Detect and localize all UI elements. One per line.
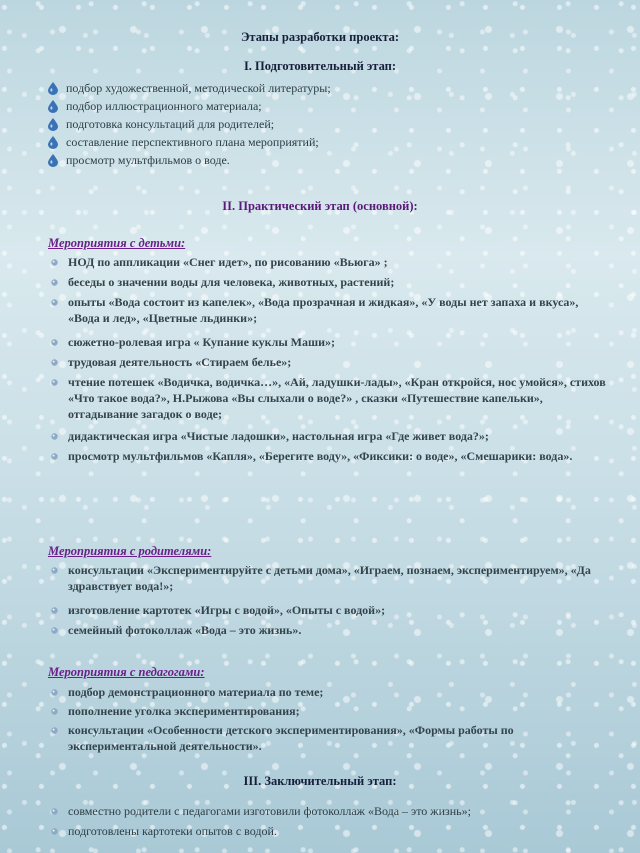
list-item-text: сюжетно-ролевая игра « Купание куклы Маши»; (68, 335, 336, 349)
bullet-dot-icon (51, 708, 58, 715)
list-item-text: НОД по аппликации «Снег идет», по рисованию «Вьюга» ; (68, 255, 388, 269)
bullet-dot-icon (51, 339, 58, 346)
bullet-dot-icon (51, 279, 58, 286)
water-drop-icon (48, 136, 58, 149)
list-item (0, 722, 640, 762)
water-drop-icon (48, 82, 58, 95)
list-item (0, 448, 640, 488)
stage3-list (0, 803, 640, 843)
list-item-text: консультации «Экспериментируйте с детьми дома», «Играем, познаем, экспериментируем», «Да здравствует вода!»; (68, 563, 591, 593)
list-item (0, 134, 640, 152)
bullet-dot-icon (51, 567, 58, 574)
list-item (0, 823, 640, 843)
list-item-text: дидактическая игра «Чистые ладошки», настольная игра «Где живет вода?»; (68, 429, 489, 443)
list-item-text: подбор демонстрационного материала по теме; (68, 685, 324, 699)
list-item (0, 116, 640, 134)
list-item (0, 602, 640, 622)
list-item-text: трудовая деятельность «Стираем белье»; (68, 355, 292, 369)
list-item (0, 334, 640, 354)
list-item (0, 428, 640, 448)
water-drop-icon (48, 118, 58, 131)
bullet-dot-icon (51, 259, 58, 266)
list-item-text: консультации «Особенности детского экспериментирования», «Формы работы по экспериментальной деятельности». (68, 723, 514, 753)
parents-activities-heading: Мероприятия с родителями: (48, 544, 212, 558)
list-item-text: семейный фотоколлаж «Вода – это жизнь». (68, 623, 302, 637)
list-item (0, 803, 640, 823)
bullet-dot-icon (51, 828, 58, 835)
list-item (0, 703, 640, 722)
bullet-dot-icon (51, 453, 58, 460)
bullet-dot-icon (51, 808, 58, 815)
bullet-dot-icon (51, 727, 58, 734)
teachers-activities-heading: Мероприятия с педагогами: (48, 665, 205, 679)
list-item (0, 684, 640, 703)
list-item (0, 98, 640, 116)
bullet-dot-icon (51, 359, 58, 366)
page-title: Этапы разработки проекта: (240, 30, 400, 44)
list-item (0, 254, 640, 274)
list-item-text: просмотр мультфильмов «Капля», «Берегите воду», «Фиксики: о воде», «Смешарики: вода». (68, 449, 573, 463)
water-drop-icon (48, 100, 58, 113)
bullet-dot-icon (51, 379, 58, 386)
bullet-dot-icon (51, 299, 58, 306)
list-item-text: составление перспективного плана мероприятий; (66, 135, 319, 149)
water-drop-icon (48, 154, 58, 167)
list-item-text: подбор художественной, методической литературы; (66, 81, 331, 95)
list-item (0, 294, 640, 334)
list-item (0, 152, 640, 170)
bullet-dot-icon (51, 627, 58, 634)
bullet-dot-icon (51, 607, 58, 614)
stage1-list (0, 80, 640, 170)
list-item-text: подготовлены картотеки опытов с водой. (68, 824, 277, 838)
list-item-text: просмотр мультфильмов о воде. (66, 153, 230, 167)
stage3-heading: III. Заключительный этап: (243, 774, 397, 788)
list-item (0, 80, 640, 98)
list-item (0, 274, 640, 294)
list-item (0, 354, 640, 374)
bullet-dot-icon (51, 689, 58, 696)
parents-activities-list (0, 562, 640, 642)
list-item (0, 622, 640, 642)
list-item-text: пополнение уголка экспериментирования; (68, 704, 300, 718)
children-activities-heading: Мероприятия с детьми: (48, 236, 186, 250)
teachers-activities-list (0, 684, 640, 762)
list-item-text: совместно родители с педагогами изготовили фотоколлаж «Вода – это жизнь»; (68, 804, 471, 818)
list-item-text: изготовление картотек «Игры с водой», «Опыты с водой»; (68, 603, 386, 617)
list-item-text: беседы о значении воды для человека, животных, растений; (68, 275, 395, 289)
stage1-heading: I. Подготовительный этап: (243, 59, 397, 73)
list-item (0, 374, 640, 428)
list-item-text: опыты «Вода состоит из капелек», «Вода прозрачная и жидкая», «У воды нет запаха и вкуса», «Вода и лед», «Цветные льдинки»; (68, 295, 579, 325)
list-item-text: подбор иллюстрационного материала; (66, 99, 262, 113)
bullet-dot-icon (51, 433, 58, 440)
stage2-heading: II. Практический этап (основной): (222, 199, 418, 213)
list-item-text: чтение потешек «Водичка, водичка…», «Ай, ладушки-лады», «Кран откройся, нос умойся», стихов «Что такое вода?», Н.Рыжова «Вы слыхали о воде?» , сказки «Путешествие капельки», отгадывание загадок о воде; (68, 375, 606, 421)
list-item-text: подготовка консультаций для родителей; (66, 117, 275, 131)
list-item (0, 562, 640, 602)
children-activities-list (0, 254, 640, 488)
